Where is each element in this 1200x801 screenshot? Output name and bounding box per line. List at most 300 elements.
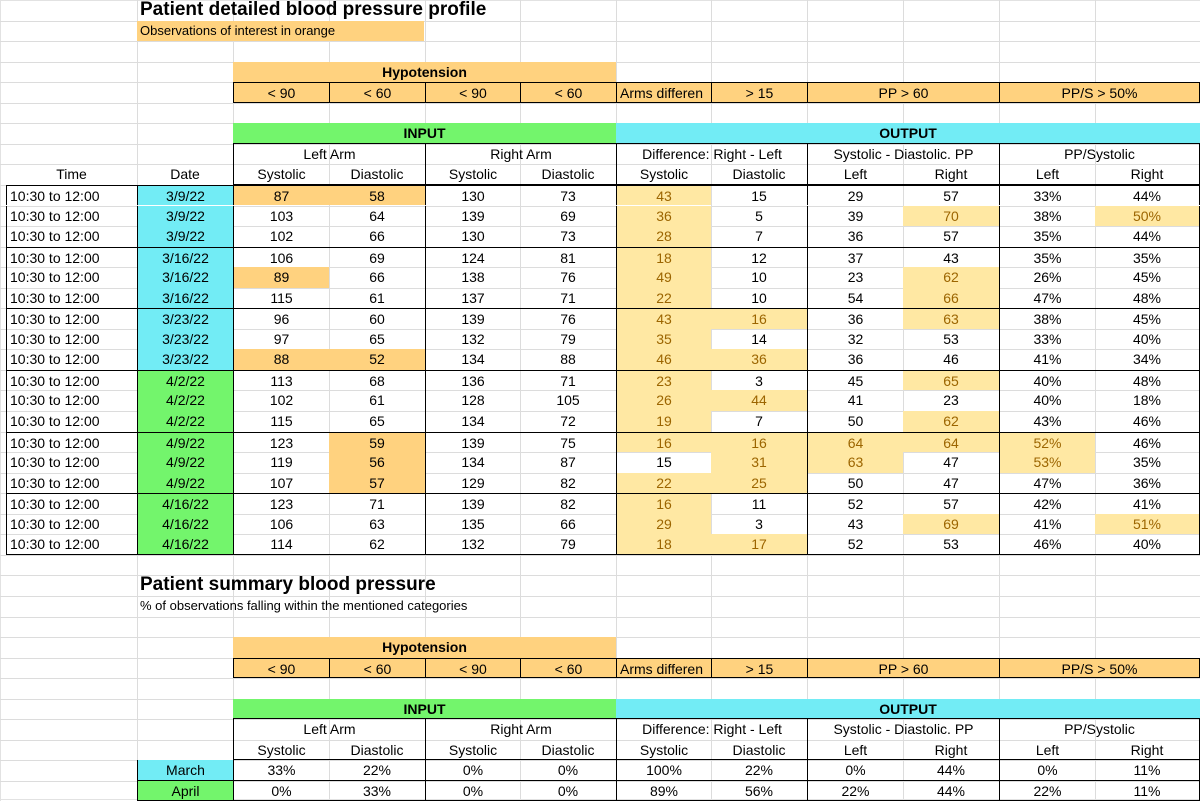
time-cell: 10:30 to 12:00 [6, 390, 137, 411]
value-cell: 16 [711, 308, 807, 329]
value-cell: 33% [999, 329, 1095, 350]
value-cell: 36 [616, 206, 711, 227]
time-cell: 10:30 to 12:00 [6, 411, 137, 432]
value-cell: 45% [1095, 267, 1200, 288]
date-cell: 4/9/22 [137, 452, 233, 473]
value-cell: 76 [520, 308, 616, 329]
value-cell: 15 [616, 452, 711, 473]
subcol-header: Right [903, 164, 999, 185]
value-cell: 47 [943, 454, 959, 471]
value-cell: 48% [1095, 288, 1200, 309]
summary-value-cell: 33% [329, 781, 425, 801]
value-cell: 43 [807, 514, 903, 535]
subcol-header: Systolic [233, 164, 329, 185]
value-cell: 88 [560, 351, 576, 368]
value-cell: 66 [560, 515, 576, 532]
time-cell: 10:30 to 12:00 [6, 288, 137, 309]
criteria-cell: > 15 [711, 658, 807, 679]
value-cell: 65 [903, 370, 999, 391]
date-cell: 4/9/22 [137, 473, 233, 494]
value-cell: 57 [943, 228, 959, 245]
summary-value-cell: 33% [233, 760, 329, 781]
subcol-header: Systolic [616, 164, 711, 185]
value-cell: 66 [369, 269, 385, 286]
time-cell: 10:30 to 12:00 [6, 493, 137, 514]
value-cell: 103 [233, 206, 329, 227]
time-cell: 10:30 to 12:00 [6, 247, 137, 268]
value-cell: 15 [711, 185, 807, 206]
value-cell: 87 [560, 454, 576, 471]
value-cell: 12 [711, 247, 807, 268]
value-cell: 102 [233, 390, 329, 411]
subcol-header: Diastolic [520, 740, 616, 761]
value-cell: 73 [560, 228, 576, 245]
date-cell: 3/16/22 [137, 288, 233, 309]
value-cell: 119 [233, 452, 329, 473]
criteria-cell: < 90 [233, 658, 329, 679]
date-cell: 3/9/22 [137, 226, 233, 247]
value-cell: 71 [520, 370, 616, 391]
value-cell: 3 [711, 370, 807, 391]
value-cell: 18% [1095, 390, 1200, 411]
subcol-header: Diastolic [329, 164, 425, 185]
summary-value-cell: 0% [233, 781, 329, 801]
value-cell: 63 [369, 515, 385, 532]
value-cell: 132 [425, 534, 520, 555]
value-cell: 32 [807, 329, 903, 350]
time-cell: 10:30 to 12:00 [6, 349, 137, 370]
value-cell: 68 [329, 370, 425, 391]
summary-value-cell: 0% [520, 760, 616, 781]
value-cell: 11 [711, 493, 807, 514]
subcol-header: Diastolic [711, 740, 807, 761]
value-cell: 29 [616, 514, 711, 535]
value-cell: 106 [233, 514, 329, 535]
value-cell: 134 [425, 452, 520, 473]
value-cell: 70 [903, 206, 999, 227]
value-cell: 65 [369, 330, 385, 347]
value-cell: 57 [329, 473, 425, 494]
criteria-cell: PP > 60 [807, 658, 999, 679]
group-header: Systolic - Diastolic. PP [807, 144, 999, 165]
date-cell: 4/2/22 [137, 390, 233, 411]
value-cell: 73 [520, 185, 616, 206]
gridline-h [0, 678, 1200, 679]
value-cell: 22 [616, 288, 711, 309]
value-cell: 134 [425, 411, 520, 432]
summary-value-cell: 0% [520, 781, 616, 801]
value-cell: 46% [1095, 411, 1200, 432]
summary-value-cell: 22% [807, 781, 903, 801]
hypotension-header: Hypotension [233, 637, 616, 658]
summary-value-cell: 0% [999, 760, 1095, 781]
value-cell: 82 [520, 493, 616, 514]
value-cell: 40% [999, 370, 1095, 391]
input-header: INPUT [233, 123, 616, 144]
date-cell: 3/16/22 [137, 247, 233, 268]
value-cell: 53% [999, 452, 1095, 473]
value-cell: 28 [616, 226, 711, 247]
value-cell: 34% [1095, 349, 1200, 370]
value-cell: 41% [1095, 493, 1200, 514]
value-cell: 107 [233, 473, 329, 494]
time-cell: 10:30 to 12:00 [6, 452, 137, 473]
value-cell: 124 [425, 247, 520, 268]
value-cell: 139 [425, 432, 520, 453]
value-cell: 44 [711, 390, 807, 411]
value-cell: 41 [807, 390, 903, 411]
value-cell: 130 [425, 185, 520, 206]
date-cell: 3/23/22 [137, 349, 233, 370]
value-cell: 114 [233, 534, 329, 555]
value-cell: 52% [999, 432, 1095, 453]
criteria-cell: < 60 [329, 658, 425, 679]
summary-value-cell: 22% [999, 781, 1095, 801]
value-cell: 113 [233, 370, 329, 391]
value-cell: 40% [999, 390, 1095, 411]
value-cell: 25 [711, 473, 807, 494]
criteria-cell: Arms differen [616, 658, 711, 679]
value-cell: 139 [425, 308, 520, 329]
value-cell: 139 [425, 206, 520, 227]
date-cell: 3/9/22 [137, 206, 233, 227]
value-cell: 66 [903, 288, 999, 309]
value-cell: 72 [560, 413, 576, 429]
value-cell: 123 [233, 432, 329, 453]
gridline-h [0, 617, 1200, 618]
value-cell: 102 [233, 226, 329, 247]
time-cell: 10:30 to 12:00 [6, 473, 137, 494]
value-cell: 52 [807, 493, 903, 514]
value-cell: 58 [329, 185, 425, 206]
value-cell: 69 [329, 247, 425, 268]
date-cell: 4/16/22 [137, 493, 233, 514]
value-cell: 38% [999, 308, 1095, 329]
value-cell: 54 [807, 288, 903, 309]
subcol-header: Left [807, 164, 903, 185]
gridline-h [0, 555, 1200, 556]
criteria-cell: PP > 60 [807, 82, 999, 103]
value-cell: 18 [616, 247, 711, 268]
time-cell: 10:30 to 12:00 [6, 185, 137, 206]
value-cell: 42% [999, 493, 1095, 514]
value-cell: 31 [711, 452, 807, 473]
date-cell: 4/16/22 [137, 534, 233, 555]
value-cell: 16 [711, 432, 807, 453]
value-cell: 35 [616, 329, 711, 350]
value-cell: 41% [999, 514, 1095, 535]
group-header: Systolic - Diastolic. PP [807, 719, 999, 740]
value-cell: 51% [1095, 514, 1200, 535]
value-cell: 69 [903, 514, 999, 535]
value-cell: 39 [807, 206, 903, 227]
value-cell: 40% [1095, 329, 1200, 350]
value-cell: 132 [425, 329, 520, 350]
group-header: Left Arm [233, 144, 425, 165]
time-cell: 10:30 to 12:00 [6, 267, 137, 288]
summary-value-cell: 89% [616, 781, 711, 801]
criteria-cell: PP/S > 50% [999, 82, 1200, 103]
value-cell: 44% [1095, 185, 1200, 206]
time-cell: 10:30 to 12:00 [6, 370, 137, 391]
value-cell: 139 [425, 493, 520, 514]
summary-value-cell: 22% [329, 760, 425, 781]
date-cell: 3/9/22 [137, 185, 233, 206]
value-cell: 46 [616, 349, 711, 370]
summary-value-cell: 56% [711, 781, 807, 801]
date-cell: 3/16/22 [137, 267, 233, 288]
summary-value-cell: 11% [1095, 760, 1200, 781]
value-cell: 45 [807, 370, 903, 391]
value-cell: 40% [1095, 534, 1200, 555]
criteria-cell: < 90 [425, 658, 520, 679]
subcol-header: Left [999, 740, 1095, 761]
value-cell: 17 [711, 534, 807, 555]
time-cell: 10:30 to 12:00 [6, 329, 137, 350]
value-cell: 46 [943, 351, 959, 368]
group-header: Difference: Right - Left [616, 719, 807, 740]
time-cell: 10:30 to 12:00 [6, 534, 137, 555]
group-header: Left Arm [233, 719, 425, 740]
value-cell: 7 [755, 228, 763, 245]
value-cell: 64 [903, 432, 999, 453]
value-cell: 81 [520, 247, 616, 268]
value-cell: 134 [425, 349, 520, 370]
criteria-cell: Arms differen [616, 82, 711, 103]
value-cell: 36 [807, 226, 903, 247]
value-cell: 48% [1095, 370, 1200, 391]
month-cell: March [137, 760, 233, 781]
value-cell: 53 [943, 330, 959, 347]
value-cell: 36 [807, 349, 903, 370]
date-cell: 4/16/22 [137, 514, 233, 535]
value-cell: 36 [711, 349, 807, 370]
value-cell: 59 [329, 432, 425, 453]
value-cell: 43 [616, 308, 711, 329]
value-cell: 3 [755, 515, 763, 532]
date-cell: 3/23/22 [137, 308, 233, 329]
time-cell: 10:30 to 12:00 [6, 206, 137, 227]
value-cell: 23 [616, 370, 711, 391]
summary-value-cell: 11% [1095, 781, 1200, 801]
value-cell: 46% [1095, 432, 1200, 453]
value-cell: 19 [616, 411, 711, 432]
date-cell: 4/2/22 [137, 370, 233, 391]
subcol-header: Diastolic [329, 740, 425, 761]
subcol-header: Right [1095, 164, 1200, 185]
value-cell: 29 [807, 185, 903, 206]
group-header: PP/Systolic [999, 144, 1200, 165]
value-cell: 96 [233, 308, 329, 329]
value-cell: 123 [233, 493, 329, 514]
value-cell: 129 [425, 473, 520, 494]
criteria-cell: < 60 [520, 82, 616, 103]
value-cell: 89 [233, 267, 329, 288]
value-cell: 50 [807, 473, 903, 494]
subcol-header: Systolic [425, 740, 520, 761]
value-cell: 128 [425, 390, 520, 411]
group-header: Difference: Right - Left [616, 144, 807, 165]
time-cell: 10:30 to 12:00 [6, 432, 137, 453]
section-note: % of observations falling within the mentioned categories [140, 597, 468, 613]
time-cell: 10:30 to 12:00 [6, 514, 137, 535]
value-cell: 23 [943, 392, 959, 409]
value-cell: 106 [233, 247, 329, 268]
value-cell: 47% [999, 473, 1095, 494]
subcol-header: Right [1095, 740, 1200, 761]
value-cell: 45% [1095, 308, 1200, 329]
criteria-cell: < 90 [233, 82, 329, 103]
value-cell: 61 [369, 289, 385, 306]
subcol-header: Diastolic [520, 164, 616, 185]
value-cell: 138 [425, 267, 520, 288]
value-cell: 35% [1095, 247, 1200, 268]
value-cell: 64 [369, 207, 385, 224]
value-cell: 87 [233, 185, 329, 206]
value-cell: 35% [999, 226, 1095, 247]
value-cell: 105 [556, 392, 580, 409]
value-cell: 5 [755, 207, 763, 224]
date-cell: 4/2/22 [137, 411, 233, 432]
output-header: OUTPUT [616, 699, 1200, 720]
value-cell: 136 [425, 370, 520, 391]
section-title: Patient detailed blood pressure profile [140, 0, 487, 20]
value-cell: 57 [903, 185, 999, 206]
value-cell: 46% [999, 534, 1095, 555]
criteria-cell: < 60 [329, 82, 425, 103]
value-cell: 115 [233, 288, 329, 309]
value-cell: 47 [943, 474, 959, 491]
value-cell: 16 [616, 432, 711, 453]
value-cell: 65 [369, 413, 385, 429]
value-cell: 36% [1095, 473, 1200, 494]
input-header: INPUT [233, 699, 616, 720]
value-cell: 63 [807, 452, 903, 473]
value-cell: 10 [751, 289, 767, 306]
subcol-header: Systolic [616, 740, 711, 761]
value-cell: 66 [369, 228, 385, 245]
value-cell: 82 [560, 474, 576, 491]
subcol-header: Systolic [425, 164, 520, 185]
value-cell: 26 [616, 390, 711, 411]
value-cell: 62 [329, 534, 425, 555]
value-cell: 53 [903, 534, 999, 555]
subcol-header: Systolic [233, 740, 329, 761]
value-cell: 38% [999, 206, 1095, 227]
value-cell: 60 [329, 308, 425, 329]
subcol-header: Right [903, 740, 999, 761]
subcol-header: Left [807, 740, 903, 761]
date-cell: 4/9/22 [137, 432, 233, 453]
group-header: Right Arm [425, 719, 616, 740]
value-cell: 64 [807, 432, 903, 453]
value-cell: 18 [616, 534, 711, 555]
value-cell: 75 [520, 432, 616, 453]
value-cell: 49 [616, 267, 711, 288]
gridline-h [0, 103, 1200, 104]
group-header: PP/Systolic [999, 719, 1200, 740]
subcol-header: Diastolic [711, 164, 807, 185]
time-cell: 10:30 to 12:00 [6, 226, 137, 247]
value-cell: 52 [807, 534, 903, 555]
summary-value-cell: 100% [616, 760, 711, 781]
value-cell: 88 [233, 349, 329, 370]
criteria-cell: < 60 [520, 658, 616, 679]
value-cell: 50 [807, 411, 903, 432]
time-header: Time [56, 166, 87, 183]
value-cell: 97 [233, 329, 329, 350]
value-cell: 52 [329, 349, 425, 370]
gridline-h [0, 41, 1200, 42]
value-cell: 71 [560, 289, 576, 306]
date-header: Date [170, 166, 200, 183]
value-cell: 69 [560, 207, 576, 224]
section-title: Patient summary blood pressure [140, 574, 436, 596]
value-cell: 43% [999, 411, 1095, 432]
output-header: OUTPUT [616, 123, 1200, 144]
criteria-cell: < 90 [425, 82, 520, 103]
value-cell: 63 [903, 308, 999, 329]
value-cell: 44% [1095, 226, 1200, 247]
value-cell: 23 [807, 267, 903, 288]
date-cell: 3/23/22 [137, 329, 233, 350]
summary-value-cell: 22% [711, 760, 807, 781]
subcol-header: Left [999, 164, 1095, 185]
value-cell: 57 [903, 493, 999, 514]
value-cell: 62 [903, 267, 999, 288]
criteria-cell: PP/S > 50% [999, 658, 1200, 679]
value-cell: 33% [999, 185, 1095, 206]
value-cell: 79 [560, 330, 576, 347]
value-cell: 43 [616, 185, 711, 206]
value-cell: 26% [999, 267, 1095, 288]
time-cell: 10:30 to 12:00 [6, 308, 137, 329]
value-cell: 71 [329, 493, 425, 514]
value-cell: 79 [520, 534, 616, 555]
value-cell: 41% [999, 349, 1095, 370]
summary-value-cell: 0% [425, 781, 520, 801]
criteria-cell: > 15 [711, 82, 807, 103]
value-cell: 16 [616, 493, 711, 514]
value-cell: 62 [903, 411, 999, 432]
hypotension-header: Hypotension [233, 62, 616, 83]
value-cell: 43 [903, 247, 999, 268]
value-cell: 14 [751, 330, 767, 347]
value-cell: 36 [807, 308, 903, 329]
value-cell: 135 [425, 514, 520, 535]
group-header: Right Arm [425, 144, 616, 165]
summary-value-cell: 44% [903, 760, 999, 781]
value-cell: 50% [1095, 206, 1200, 227]
summary-value-cell: 0% [425, 760, 520, 781]
value-cell: 61 [369, 392, 385, 409]
value-cell: 37 [807, 247, 903, 268]
value-cell: 35% [1095, 452, 1200, 473]
value-cell: 130 [425, 226, 520, 247]
section-note: Observations of interest in orange [137, 21, 424, 42]
month-cell: April [137, 781, 233, 801]
value-cell: 10 [751, 269, 767, 286]
value-cell: 56 [329, 452, 425, 473]
value-cell: 22 [616, 473, 711, 494]
value-cell: 115 [233, 411, 329, 432]
value-cell: 47% [999, 288, 1095, 309]
summary-value-cell: 44% [903, 781, 999, 801]
value-cell: 76 [560, 269, 576, 286]
value-cell: 35% [999, 247, 1095, 268]
summary-value-cell: 0% [807, 760, 903, 781]
value-cell: 7 [755, 413, 763, 429]
